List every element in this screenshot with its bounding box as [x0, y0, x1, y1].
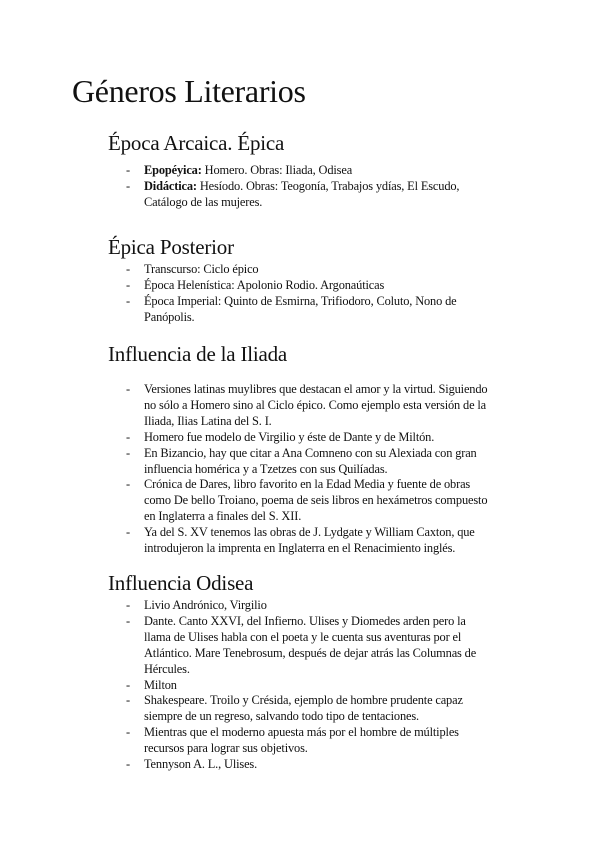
item-text: En Bizancio, hay que citar a Ana Comneno con su Alexiada con gran influencia homérica y a Tzetzes con sus Quilíadas. — [144, 445, 477, 476]
bullet-dash: - — [126, 598, 130, 612]
item-text: Shakespeare. Troilo y Crésida, ejemplo de hombre prudente capaz siempre de un regreso, salvando todo tipo de tentaciones. — [144, 693, 463, 724]
item-text: Hesíodo. Obras: Teogonía, Trabajos ydías, El Escudo, Catálogo de las mujeres. — [144, 178, 460, 209]
list-item — [0, 294, 494, 326]
bullet-dash: - — [126, 382, 130, 396]
item-text: Versiones latinas muylibres que destacan el amor y la virtud. Siguiendo no sólo a Homero sino al Ciclo épico. Como ejemplo esta versión de la Iliada, Ilias Latina del S. I. — [144, 382, 488, 428]
list-item — [0, 163, 494, 179]
list-item — [0, 382, 494, 430]
item-text: Homero fue modelo de Virgilio y éste de Dante y de Miltón. — [144, 429, 435, 444]
bullet-dash: - — [126, 293, 130, 308]
list-item — [0, 693, 494, 725]
item-text: Dante. Canto XXVI, del Infierno. Ulises y Diomedes arden pero la llama de Ulises habla con el poeta y le cuenta sus aventuras por el Atlántico. Mare Tenebrosum, después de dejar atrás las Columnas de Hércules. — [144, 613, 477, 676]
section-list-epica-posterior — [0, 262, 600, 326]
bullet-dash: - — [126, 477, 130, 492]
section-heading-epoca-arcaica: Época Arcaica. Épica — [108, 131, 285, 155]
item-text: Homero. Obras: Iliada, Odisea — [201, 163, 353, 177]
bullet-dash: - — [126, 693, 130, 708]
item-text: Ya del S. XV tenemos las obras de J. Lydgate y William Caxton, que introdujeron la imprenta en Inglaterra en el Renacimiento inglés. — [144, 525, 475, 556]
list-item — [0, 262, 494, 278]
list-item — [0, 598, 494, 614]
bullet-dash: - — [126, 525, 130, 540]
section-heading-influencia-odisea: Influencia Odisea — [108, 571, 254, 595]
item-text: Crónica de Dares, libro favorito en la Edad Media y fuente de obras como De bello Troiano, poema de seis libros en hexámetros compuesto en Inglaterra a finales del S. XII. — [144, 477, 488, 524]
section-list-influencia-odisea — [0, 598, 600, 773]
item-label: Epopéyica: — [144, 163, 202, 177]
item-label: Didáctica: — [144, 178, 197, 193]
bullet-dash: - — [126, 178, 130, 193]
list-item — [0, 614, 494, 678]
item-text: Mientras que el moderno apuesta más por el hombre de múltiples recursos para lograr sus objetivos. — [144, 725, 459, 756]
page-title: Géneros Literarios — [72, 73, 306, 109]
section-heading-influencia-iliada: Influencia de la Iliada — [108, 342, 288, 366]
bullet-dash: - — [126, 277, 130, 292]
item-text: Época Helenística: Apolonio Rodio. Argonaúticas — [144, 277, 385, 292]
list-item — [0, 725, 494, 757]
list-item — [0, 278, 494, 294]
item-text: Época Imperial: Quinto de Esmirna, Trifiodoro, Coluto, Nono de Panópolis. — [144, 293, 457, 324]
section-heading-epica-posterior: Épica Posterior — [108, 235, 234, 259]
bullet-dash: - — [126, 163, 130, 177]
section-list-epoca-arcaica — [0, 163, 600, 211]
item-text: Tennyson A. L., Ulises. — [144, 757, 258, 772]
list-item — [0, 525, 494, 557]
bullet-dash: - — [126, 262, 130, 276]
list-item — [0, 678, 494, 694]
bullet-dash: - — [126, 445, 130, 460]
item-text: Transcurso: Ciclo épico — [144, 262, 259, 276]
list-item — [0, 477, 494, 525]
bullet-dash: - — [126, 725, 130, 740]
section-list-influencia-iliada — [0, 382, 600, 557]
bullet-dash: - — [126, 429, 130, 444]
bullet-dash: - — [126, 757, 130, 772]
list-item — [0, 446, 494, 478]
list-item — [0, 179, 494, 211]
item-text: Livio Andrónico, Virgilio — [144, 598, 267, 612]
list-item — [0, 757, 494, 773]
list-item — [0, 430, 494, 446]
item-text: Milton — [144, 677, 177, 692]
bullet-dash: - — [126, 613, 130, 628]
bullet-dash: - — [126, 677, 130, 692]
